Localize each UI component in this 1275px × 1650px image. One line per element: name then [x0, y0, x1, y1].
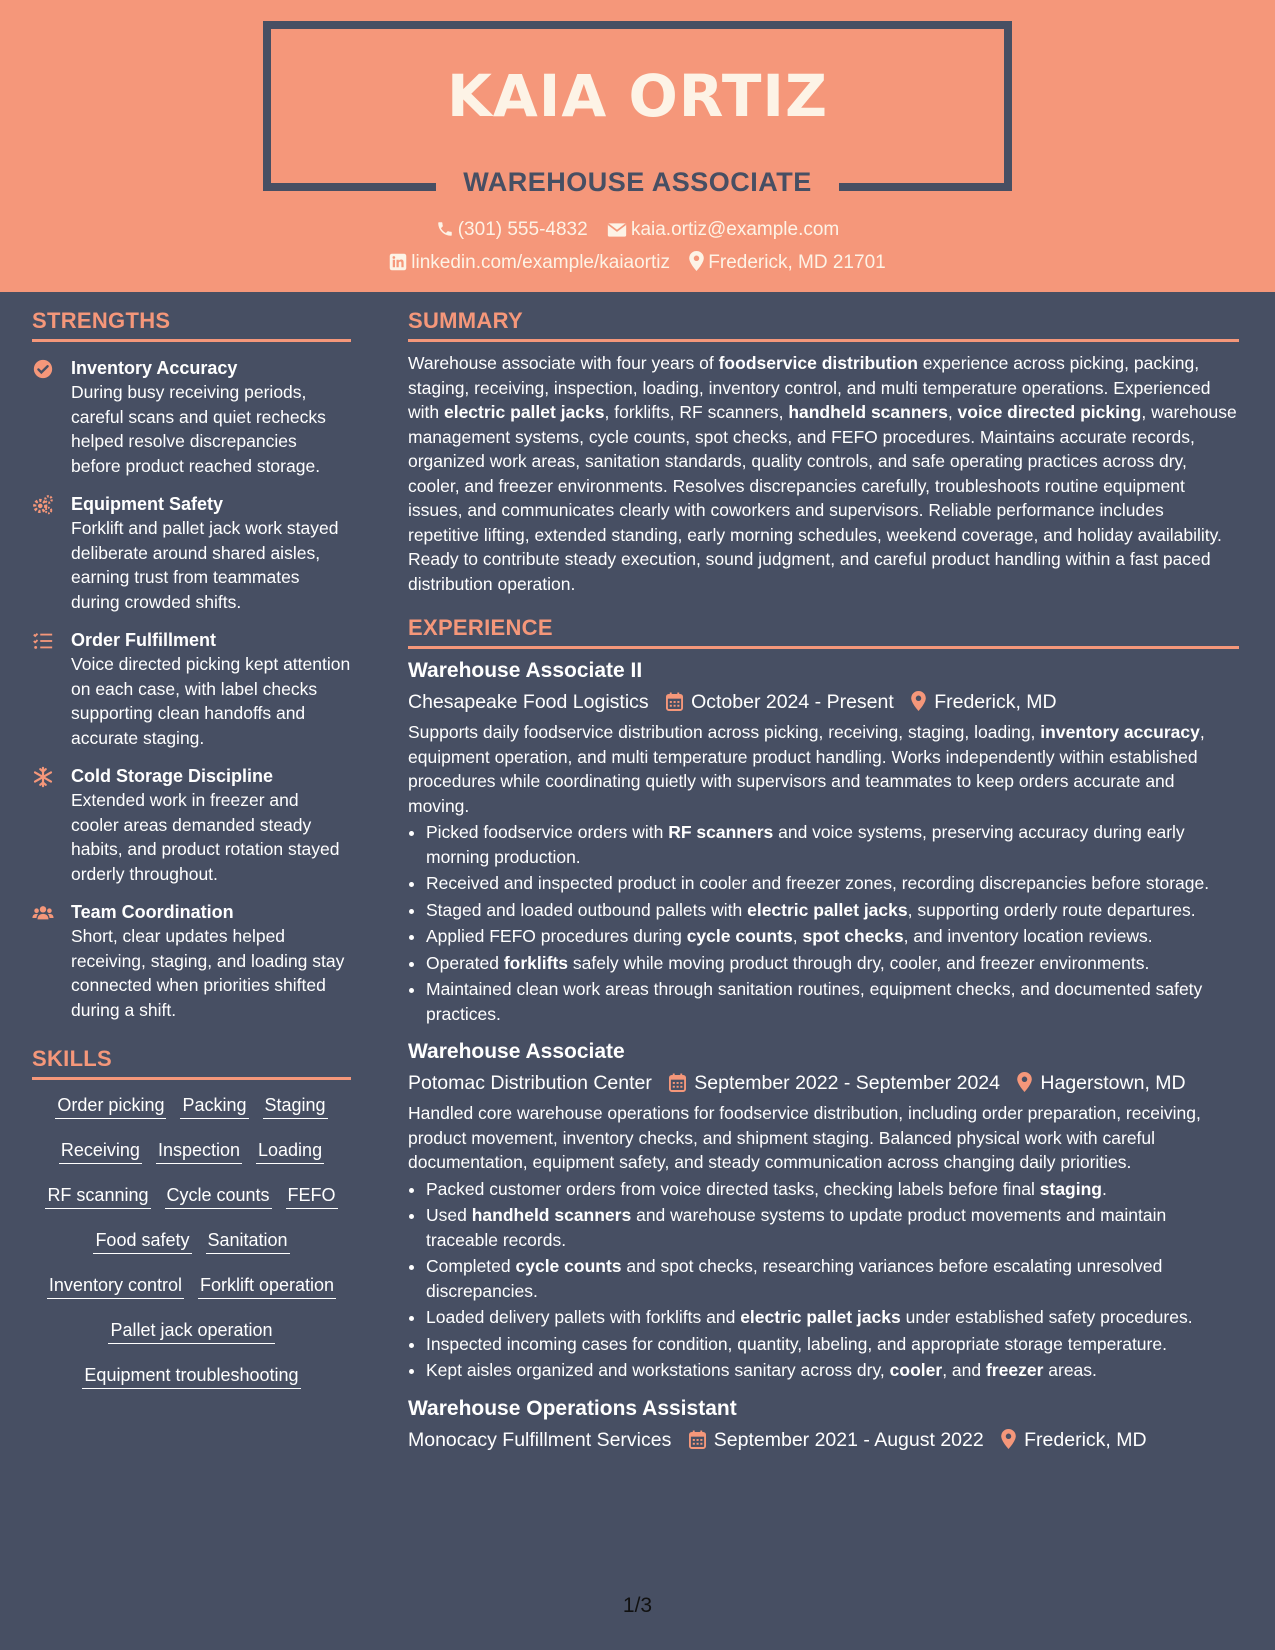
list-item: • Received and inspected product in cooler and freezer zones, recording discrepancies before storage. — [426, 871, 1239, 896]
check-circle-icon — [32, 358, 54, 380]
skill-tag: FEFO — [286, 1182, 338, 1209]
list-check-icon — [32, 630, 54, 652]
company-name: Chesapeake Food Logistics — [408, 691, 649, 713]
contact-email[interactable]: kaia.ortiz@example.com — [607, 219, 839, 241]
strength-description: Short, clear updates helped receiving, staging, and loading stay connected when priorities shifted during a shift. — [71, 926, 345, 1020]
strength-title: Inventory Accuracy — [71, 358, 238, 378]
envelope-icon — [607, 222, 627, 238]
job-meta — [408, 1426, 1239, 1454]
job-location: Hagerstown, MD — [1040, 1072, 1186, 1094]
job-title: Warehouse Associate II — [408, 659, 643, 682]
map-pin-icon — [689, 251, 704, 271]
job-meta — [408, 1069, 1239, 1097]
snowflake-icon — [32, 766, 54, 788]
list-item: • Picked foodservice orders with RF scanners and voice systems, preserving accuracy during early morning production. — [426, 820, 1239, 869]
job-location: Frederick, MD — [1024, 1428, 1147, 1451]
job-description: Handled core warehouse operations for foodservice distribution, including order preparation, receiving, product movement, inventory checks, and shipment staging. Balanced physical work with careful documentation, equipment safety, and steady communication across changing daily priorities. — [408, 1103, 1201, 1172]
strength-item — [32, 764, 351, 886]
job-bullets — [426, 820, 1239, 1026]
skills-list — [32, 1092, 351, 1395]
job-entry — [408, 657, 1239, 1026]
skill-tag: Forklift operation — [198, 1272, 336, 1299]
skill-tag: Food safety — [93, 1227, 191, 1254]
list-item: • Used handheld scanners and warehouse systems to update product movements and maintain traceable records. — [426, 1203, 1239, 1252]
job-role: WAREHOUSE ASSOCIATE — [463, 167, 812, 197]
skill-tag: RF scanning — [45, 1182, 150, 1209]
linkedin-icon — [389, 253, 407, 271]
skill-tag: Sanitation — [206, 1227, 290, 1254]
skill-tag: Receiving — [59, 1137, 142, 1164]
list-item: • Completed cycle counts and spot checks, researching variances before escalating unresolved discrepancies. — [426, 1254, 1239, 1303]
strength-description: During busy receiving periods, careful scans and quiet rechecks helped resolve discrepancies before product reached storage. — [71, 382, 326, 476]
phone-icon — [436, 220, 454, 238]
skill-tag: Order picking — [55, 1092, 166, 1119]
skill-tag: Cycle counts — [165, 1182, 272, 1209]
contact-row-2 — [0, 251, 1275, 274]
calendar-icon — [669, 1073, 686, 1092]
job-location: Frederick, MD — [934, 691, 1057, 713]
calendar-icon — [689, 1430, 706, 1449]
skill-tag: Staging — [263, 1092, 328, 1119]
list-item: • Applied FEFO procedures during cycle counts, spot checks, and inventory location reviews. — [426, 924, 1239, 949]
strength-item — [32, 628, 351, 750]
users-icon — [32, 902, 54, 924]
contact-location: Frederick, MD 21701 — [689, 251, 885, 274]
page-number: 1/3 — [622, 1594, 653, 1617]
map-pin-icon — [911, 691, 926, 711]
job-title: Warehouse Associate — [408, 1040, 625, 1063]
company-name: Monocacy Fulfillment Services — [408, 1428, 672, 1451]
list-item: • Maintained clean work areas through sanitation routines, equipment checks, and documented safety practices. — [426, 977, 1239, 1026]
skills-heading: SKILLS — [32, 1046, 351, 1080]
strengths-heading: STRENGTHS — [32, 308, 351, 342]
right-column — [408, 292, 1239, 1454]
left-column — [32, 292, 351, 1395]
experience-heading: EXPERIENCE — [408, 615, 1239, 649]
job-dates: September 2021 - August 2022 — [713, 1428, 984, 1451]
strength-item — [32, 356, 351, 478]
map-pin-icon — [1017, 1072, 1032, 1092]
strength-item — [32, 492, 351, 614]
summary-paragraph: Warehouse associate with four years of foodservice distribution experience across picking, packing, staging, receiving, inspection, loading, inventory control, and multi temperature operations. Experienced with electric pallet jacks, forklifts, RF scanners, handheld scanners, voice directed picking, warehouse management systems, cycle counts, spot checks, and FEFO procedures. Maintains accurate records, organized work areas, sanitation standards, quality controls, and safe operating practices across dry, cooler, and freezer environments. Resolves discrepancies carefully, troubleshoots routine equipment issues, and communicates clearly with coworkers and supervisors. Reliable performance includes repetitive lifting, extended standing, early morning schedules, weekend coverage, and holiday availability. Ready to contribute steady execution, sound judgment, and careful product handling within a fast paced distribution operation. — [408, 353, 1237, 594]
calendar-icon — [666, 692, 683, 711]
skill-tag: Inspection — [156, 1137, 242, 1164]
skill-tag: Equipment troubleshooting — [82, 1362, 300, 1389]
strength-title: Team Coordination — [71, 902, 234, 922]
job-description: Supports daily foodservice distribution across picking, receiving, staging, loading, inventory accuracy, equipment operation, and multi temperature product handling. Works independently within established procedures while coordinating quietly with supervisors and teammates to keep orders accurate and moving. — [408, 722, 1205, 816]
contact-linkedin[interactable]: linkedin.com/example/kaiaortiz — [389, 252, 670, 274]
list-item: • Kept aisles organized and workstations sanitary across dry, cooler, and freezer areas. — [426, 1358, 1239, 1383]
job-entry — [408, 1395, 1239, 1454]
resume-header — [0, 0, 1275, 292]
strength-title: Equipment Safety — [71, 494, 224, 514]
job-title: Warehouse Operations Assistant — [408, 1396, 737, 1420]
skill-tag: Inventory control — [47, 1272, 184, 1299]
job-meta — [408, 688, 1239, 716]
skill-tag: Loading — [256, 1137, 324, 1164]
contact-row-1 — [0, 219, 1275, 241]
job-bullets — [426, 1177, 1239, 1383]
gears-icon — [32, 494, 54, 516]
company-name: Potomac Distribution Center — [408, 1072, 652, 1094]
contact-phone[interactable]: (301) 555-4832 — [436, 219, 588, 241]
job-dates: October 2024 - Present — [691, 691, 894, 713]
skill-tag: Packing — [180, 1092, 248, 1119]
list-item: • Staged and loaded outbound pallets with electric pallet jacks, supporting orderly route departures. — [426, 898, 1239, 923]
strength-description: Forklift and pallet jack work stayed deliberate around shared aisles, earning trust from teammates during crowded shifts. — [71, 518, 339, 612]
strength-title: Cold Storage Discipline — [71, 766, 274, 786]
strength-title: Order Fulfillment — [71, 630, 217, 650]
strength-item — [32, 900, 351, 1022]
job-entry — [408, 1038, 1239, 1383]
map-pin-icon — [1001, 1429, 1016, 1449]
summary-heading: SUMMARY — [408, 308, 1239, 342]
skill-tag: Pallet jack operation — [108, 1317, 274, 1344]
strength-description: Extended work in freezer and cooler areas demanded steady habits, and product rotation stayed orderly throughout. — [71, 790, 340, 884]
list-item: • Operated forklifts safely while moving product through dry, cooler, and freezer environments. — [426, 951, 1239, 976]
list-item: • Inspected incoming cases for condition, quantity, labeling, and appropriate storage temperature. — [426, 1332, 1239, 1357]
job-dates: September 2022 - September 2024 — [694, 1072, 1000, 1094]
list-item: • Loaded delivery pallets with forklifts and electric pallet jacks under established safety procedures. — [426, 1305, 1239, 1330]
strength-description: Voice directed picking kept attention on each case, with label checks supporting clean handoffs and accurate staging. — [71, 654, 351, 748]
list-item: • Packed customer orders from voice directed tasks, checking labels before final staging. — [426, 1177, 1239, 1202]
candidate-name: KAIA ORTIZ — [446, 62, 829, 130]
